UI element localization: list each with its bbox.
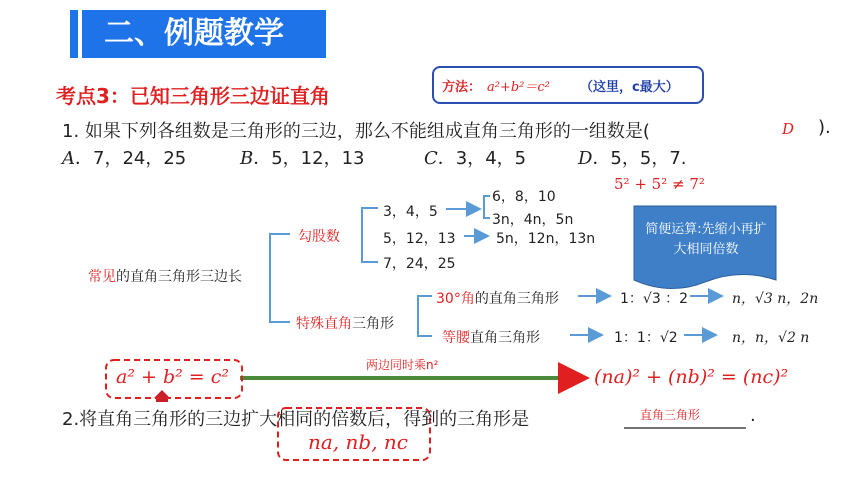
tree-root-red: 常见 xyxy=(88,269,116,285)
method-prefix: 方法： xyxy=(442,80,482,95)
ratio-iso: 1：1：√2 xyxy=(614,330,678,346)
tree-root-black: 的直角三角形三边长 xyxy=(116,269,242,285)
special-label-black: 三角形 xyxy=(352,316,394,332)
option-text: ．3，4，5 xyxy=(437,148,527,169)
triple-51213: 5，12，13 xyxy=(383,231,456,247)
option-letter: B xyxy=(240,148,254,169)
page-title: 二、例题教学 xyxy=(82,10,326,58)
multiple-6810: 6，8，10 xyxy=(492,189,556,205)
option-text: ．7，24，25 xyxy=(75,148,187,169)
option-text: ．5，5，7. xyxy=(592,148,687,169)
option-letter: A xyxy=(62,148,75,169)
isosceles-red: 等腰 xyxy=(442,330,470,346)
topic-heading: 考点3：已知三角形三边证直角 xyxy=(56,84,330,108)
q2-formula-left: a² + b² = c² xyxy=(116,366,229,388)
sides-iso: n，n，√2 n xyxy=(732,330,810,346)
special-30-red: 30°角 xyxy=(436,291,475,307)
isosceles-black: 直角三角形 xyxy=(470,330,540,346)
special-label xyxy=(296,313,394,333)
q2-arrow-label: 两边同时乘n² xyxy=(366,358,439,372)
pythag-bracket xyxy=(362,208,378,262)
option-text: ．5，12，13 xyxy=(253,148,365,169)
q2-blank-answer: 直角三角形 xyxy=(640,408,701,422)
q2-period: . xyxy=(750,405,756,426)
isosceles-label xyxy=(442,327,540,347)
special-bracket xyxy=(418,296,432,336)
option-letter: D xyxy=(578,148,593,169)
callout-text: 简便运算:先缩小再扩大相同倍数 xyxy=(645,222,767,257)
triple-345: 3，4，5 xyxy=(383,204,438,220)
pythag-label: 勾股数 xyxy=(298,229,340,245)
tree-root-label xyxy=(88,266,242,286)
q2-formula-right: (na)² + (nb)² = (nc)² xyxy=(594,366,789,388)
multiple-345n: 3n，4n，5n xyxy=(492,212,574,228)
special-30-label xyxy=(436,288,559,308)
ratio-30: 1：√3 ：2 xyxy=(620,291,689,307)
q1-stem: 1. 如果下列各组数是三角形的三边，那么不能组成直角三角形的一组数是( xyxy=(62,121,650,142)
special-30-black: 的直角三角形 xyxy=(474,291,559,307)
method-formula: a²+b²＝c² xyxy=(487,80,550,95)
triple-72425: 7，24，25 xyxy=(383,256,456,272)
option-letter: C xyxy=(424,148,438,169)
q2-scaled-sides: na, nb, nc xyxy=(308,430,408,454)
multiple-51213n: 5n，12n，13n xyxy=(496,231,596,247)
q1-inequality: 5² + 5² ≠ 7² xyxy=(614,175,705,193)
q2-stem: 2.将直角三角形的三边扩大相同的倍数后，得到的三角形是 xyxy=(62,409,530,430)
sides-30: n，√3 n，2n xyxy=(732,291,819,307)
special-label-red: 特殊直角 xyxy=(296,316,352,332)
triple-345-bracket xyxy=(484,196,490,218)
q1-answer: D xyxy=(782,120,795,138)
method-note: （这里，c最大） xyxy=(580,80,679,95)
small-up-arrow-icon xyxy=(154,390,170,398)
q1-close: ). xyxy=(818,117,831,138)
root-bracket xyxy=(270,234,290,322)
